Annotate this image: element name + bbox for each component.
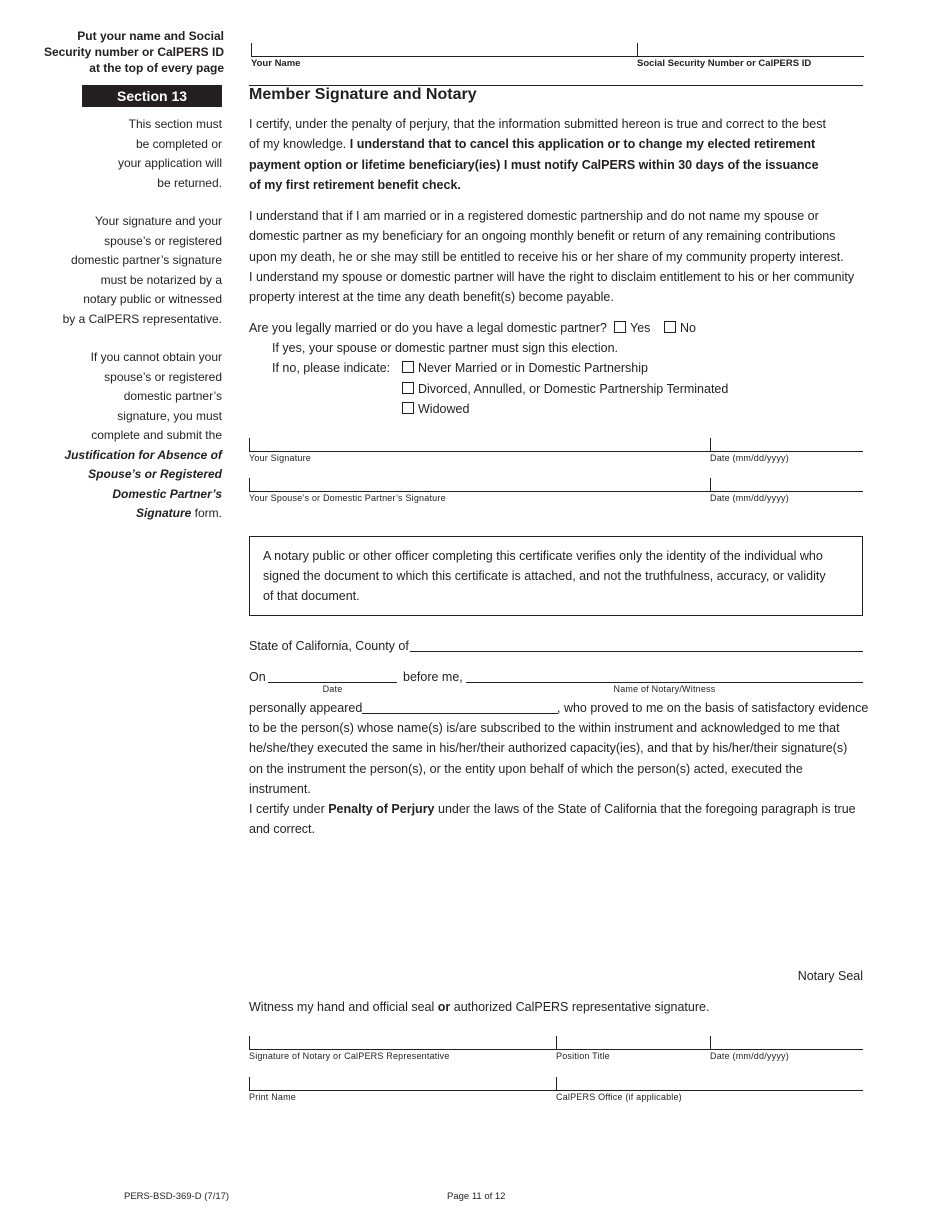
notary-name-label: Name of Notary/Witness xyxy=(613,684,716,694)
form-id: PERS-BSD-369-D (7/17) xyxy=(124,1191,230,1202)
proved-text: , who proved to me on the basis of satisfactory evidence xyxy=(557,701,869,715)
before-me-label: before me, xyxy=(403,670,463,684)
personally-appeared-label: personally appeared xyxy=(249,701,363,715)
print-name-line xyxy=(249,1090,863,1091)
marital-question: Are you legally married or do you have a legal domestic partner? xyxy=(249,321,607,335)
state-county-label: State of California, County of xyxy=(249,639,409,653)
divorced-checkbox[interactable] xyxy=(402,382,414,394)
sidebar-note-notarized: Your signature and your spouse’s or registered domestic partner’s signature must be notarized by a notary public or witnessed by a CalPERS representative. xyxy=(62,214,222,326)
date-label: Date (mm/dd/yyyy) xyxy=(710,493,789,503)
status-widowed-option[interactable]: Widowed xyxy=(402,399,469,419)
your-signature-line xyxy=(249,451,863,452)
appeared-name-line xyxy=(362,713,558,714)
position-title-field[interactable] xyxy=(558,1034,708,1049)
your-signature-field[interactable] xyxy=(250,436,708,451)
ssn-field-tick xyxy=(637,43,638,56)
notary-date-field[interactable] xyxy=(268,667,397,682)
married-no-option[interactable]: No xyxy=(664,318,696,338)
your-signature-date-field[interactable] xyxy=(712,436,862,451)
spouse-signature-field[interactable] xyxy=(250,476,708,491)
appeared-name-field[interactable] xyxy=(362,698,558,713)
status-never-married-option[interactable]: Never Married or in Domestic Partnership xyxy=(402,358,648,378)
notary-name-line xyxy=(466,682,863,683)
calpers-office-label: CalPERS Office (if applicable) xyxy=(556,1092,682,1102)
certify-paragraph: I certify, under the penalty of perjury, that the information submitted hereon is true and correct to the best of my knowledge. I understand that to cancel this application or to change my elected retirement payment option or lifetime beneficiary(ies) I must notify CalPERS within 30 days of the issuance of my first retirement benefit check. xyxy=(249,117,826,192)
sidebar-note-completion: This section must be completed or your application will be returned. xyxy=(117,117,222,190)
sidebar-note-justification: If you cannot obtain your spouse’s or registered domestic partner’s signature, you must complete and submit the Justification for Absence of Spouse’s or Registered Domestic Partner’s Signature form. xyxy=(64,350,222,520)
never-married-checkbox[interactable] xyxy=(402,361,414,373)
rep-signature-line xyxy=(249,1049,863,1050)
notary-seal-label: Notary Seal xyxy=(797,969,863,983)
ssn-field[interactable] xyxy=(639,40,863,56)
spouse-signature-line xyxy=(249,491,863,492)
your-name-label: Your Name xyxy=(251,58,301,69)
on-label: On xyxy=(249,670,266,684)
married-no-checkbox[interactable] xyxy=(664,321,676,333)
date-label: Date (mm/dd/yyyy) xyxy=(710,453,789,463)
county-field[interactable] xyxy=(410,636,863,651)
married-yes-option[interactable]: Yes xyxy=(614,318,650,338)
tick xyxy=(710,478,711,491)
section-title: Member Signature and Notary xyxy=(249,86,477,103)
rep-date-label: Date (mm/dd/yyyy) xyxy=(710,1051,789,1061)
your-signature-label: Your Signature xyxy=(249,453,312,463)
community-property-paragraph: I understand that if I am married or in a registered domestic partnership and do not name my spouse or domestic partner as my beneficiary for an ongoing monthly benefit or return of any remaining contributions upon my death, he or she may still be entitled to receive his or her share of my community property interest. I understand my spouse or domestic partner will have the right to disclaim entitlement to his or her community property interest at the time any death benefit(s) become payable. xyxy=(249,209,855,305)
tick xyxy=(710,1036,711,1049)
section-tab: Section 13 xyxy=(82,85,222,107)
tick xyxy=(710,438,711,451)
status-divorced-option[interactable]: Divorced, Annulled, or Domestic Partnership Terminated xyxy=(402,379,728,399)
spouse-signature-date-field[interactable] xyxy=(712,476,862,491)
print-name-field[interactable] xyxy=(250,1075,554,1090)
position-title-label: Position Title xyxy=(556,1051,610,1061)
spouse-signature-label: Your Spouse’s or Domestic Partner’s Signature xyxy=(249,493,446,503)
notary-date-line xyxy=(268,682,397,683)
notary-name-field[interactable] xyxy=(466,667,863,682)
rep-date-field[interactable] xyxy=(712,1034,862,1049)
tick xyxy=(556,1077,557,1090)
print-name-label: Print Name xyxy=(249,1092,297,1102)
rep-signature-field[interactable] xyxy=(250,1034,554,1049)
notary-disclaimer-box: A notary public or other officer completing this certificate verifies only the identity of the individual who signed the document to which this certificate is attached, and not the truthfulness, accuracy, or validity of that document. xyxy=(249,536,863,616)
witness-statement: Witness my hand and official seal or authorized CalPERS representative signature. xyxy=(249,1000,710,1014)
ssn-label: Social Security Number or CalPERS ID xyxy=(637,58,812,69)
if-yes-note: If yes, your spouse or domestic partner must sign this election. xyxy=(272,341,618,355)
notary-acknowledgment: to be the person(s) whose name(s) is/are subscribed to the within instrument and acknowledged to me that he/she/they executed the same in his/her/their authorized capacity(ies), and that by his/her/their signature(s) on the instrument the person(s), or the entity upon behalf of which the person(s) acted, executed the instrument. I certify under Penalty of Perjury under the laws of the State of California that the foregoing paragraph is true and correct. xyxy=(249,721,856,837)
calpers-office-field[interactable] xyxy=(558,1075,862,1090)
married-yes-checkbox[interactable] xyxy=(614,321,626,333)
county-line xyxy=(410,651,863,652)
rep-signature-label: Signature of Notary or CalPERS Representative xyxy=(249,1051,450,1061)
your-name-field[interactable] xyxy=(251,40,635,56)
tick xyxy=(556,1036,557,1049)
page-number: Page 11 of 12 xyxy=(447,1191,506,1202)
name-ssn-line xyxy=(251,56,864,57)
widowed-checkbox[interactable] xyxy=(402,402,414,414)
if-no-note: If no, please indicate: xyxy=(272,361,391,375)
notary-date-label: Date xyxy=(322,684,343,694)
header-instruction: Put your name and Social Security number or CalPERS ID at the top of every page xyxy=(43,29,224,75)
